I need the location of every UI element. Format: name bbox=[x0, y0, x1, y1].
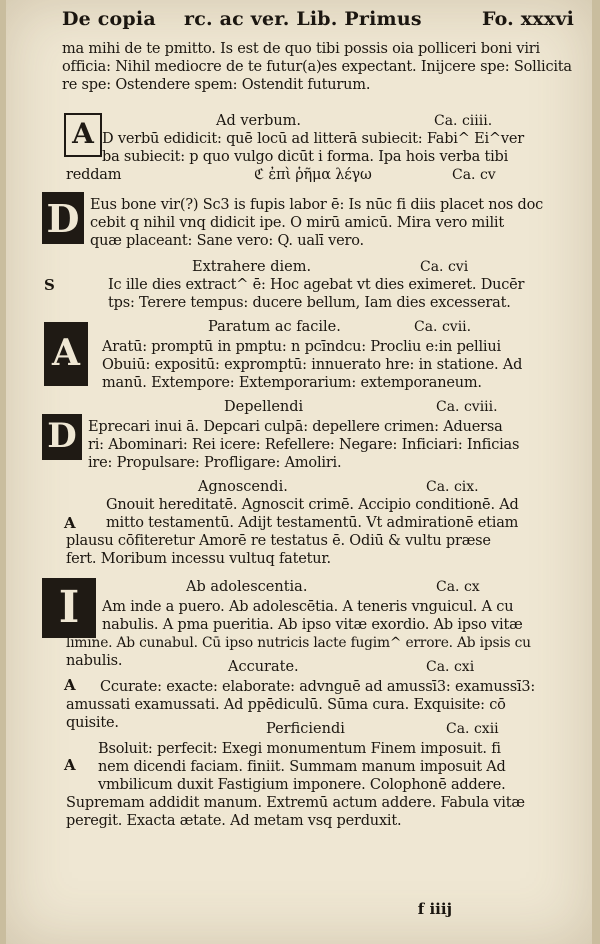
text-line: reddam bbox=[66, 167, 122, 183]
section-heading: Ad verbum. bbox=[216, 113, 302, 129]
text-line: nem dicendi faciam. finiit. Summam manum imposuit Ad bbox=[98, 759, 506, 775]
running-head-center: rc. ac ver. Lib. Primus bbox=[184, 8, 422, 30]
text-line: Eus bone vir(?) Sc3 is fupis labor ē: Is nūc fi diis placet nos doc bbox=[90, 197, 544, 213]
chapter-number: Ca. cviii. bbox=[436, 399, 498, 415]
running-head-left: De copia bbox=[62, 8, 156, 30]
chapter-number: Ca. cvi bbox=[420, 259, 469, 275]
text-line: Am inde a puero. Ab adolescētia. A teneris vnguicul. A cu bbox=[102, 599, 514, 615]
text-line: peregit. Exacta ætate. Ad metam vsq perduxit. bbox=[66, 813, 402, 829]
text-line: plausu cōfiteretur Amorē re testatus ē. Odiū & vultu præse bbox=[66, 533, 491, 549]
text-line: tps: Terere tempus: ducere bellum, Iam dies excesserat. bbox=[108, 295, 511, 311]
folio-number: Fo. xxxvi bbox=[481, 8, 574, 30]
section-heading: Accurate. bbox=[228, 659, 299, 675]
text-line: officia: Nihil mediocre de te futur(a)es expectant. Inijcere spe: Sollicita bbox=[62, 59, 572, 75]
text-line: quisite. bbox=[66, 715, 119, 731]
text-line: nabulis. A pma pueritia. Ab ipso vitæ exordio. Ab ipso vitæ bbox=[102, 617, 523, 633]
marginal-letter: A bbox=[64, 676, 76, 694]
section-heading: Perficiendi bbox=[266, 721, 345, 737]
signature-mark: f iiij bbox=[417, 900, 452, 918]
chapter-number: Ca. ciiii. bbox=[434, 113, 493, 129]
text-line: amussati examussati. Ad ppēdiculū. Sūma cura. Exquisite: cō bbox=[66, 697, 506, 713]
marginal-letter: A bbox=[64, 756, 76, 774]
text-line: re spe: Ostendere spem: Ostendit futurum. bbox=[62, 77, 371, 93]
text-line: Ic ille dies extract^ ē: Hoc agebat vt dies eximeret. Ducēr bbox=[108, 277, 525, 293]
chapter-number: Ca. cxi bbox=[426, 659, 475, 675]
text-line: ire: Propulsare: Profligare: Amoliri. bbox=[88, 455, 342, 471]
text-line: Obuiū: expositū: expromptū: innuerato hre: in statione. Ad bbox=[102, 357, 523, 373]
decorated-initial: D bbox=[42, 414, 82, 460]
text-line: D verbū edidicit: quē locū ad litterā subiecit: Fabi^ Ei^ver bbox=[102, 131, 524, 147]
text-line: Gnouit hereditatē. Agnoscit crimē. Accipio conditionē. Ad bbox=[106, 497, 519, 513]
chapter-number: Ca. cix. bbox=[426, 479, 479, 495]
text-line: cebit q nihil vnq didicit ipe. O mirū amicū. Mira vero milit bbox=[90, 215, 504, 231]
text-line: ba subiecit: p quo vulgo dicūt i forma. Ipa hois verba tibi bbox=[102, 149, 509, 165]
text-line: Bsoluit: perfecit: Exegi monumentum Finem imposuit. fi bbox=[98, 741, 501, 757]
book-page bbox=[6, 0, 592, 944]
chapter-number: Ca. cvii. bbox=[414, 319, 472, 335]
text-line: Ccurate: exacte: elaborate: advnguē ad amussī3: examussī3: bbox=[100, 679, 536, 695]
text-line: mitto testamentū. Adijt testamentū. Vt admirationē etiam bbox=[106, 515, 519, 531]
marginal-letter: S bbox=[44, 276, 55, 294]
decorated-initial: A bbox=[44, 322, 88, 386]
section-heading: Extrahere diem. bbox=[192, 259, 312, 275]
section-heading: Agnoscendi. bbox=[198, 479, 288, 495]
greek-phrase: ℭ ἐπὶ ῥῆμα λέγω bbox=[254, 167, 372, 183]
section-heading: Paratum ac facile. bbox=[208, 319, 341, 335]
text-line: Supremam addidit manum. Extremū actum addere. Fabula vitæ bbox=[66, 795, 525, 811]
text-line: ma mihi de te pmitto. Is est de quo tibi possis oia polliceri boni viri bbox=[62, 41, 540, 57]
text-line: Aratū: promptū in pmptu: n pcīndcu: Procliu e:in pelliui bbox=[102, 339, 501, 355]
text-line: limine. Ab cunabul. Cū ipso nutricis lacte fugim^ errore. Ab ipsis cu bbox=[66, 635, 531, 651]
chapter-number: Ca. cv bbox=[452, 167, 496, 183]
chapter-number: Ca. cxii bbox=[446, 721, 499, 737]
text-line: quæ placeant: Sane vero: Q. ualī vero. bbox=[90, 233, 364, 249]
chapter-number: Ca. cx bbox=[436, 579, 480, 595]
text-line: vmbilicum duxit Fastigium imponere. Colophonē addere. bbox=[98, 777, 506, 793]
text-line: fert. Moribum incessu vultuq fatetur. bbox=[66, 551, 331, 567]
section-heading: Ab adolescentia. bbox=[186, 579, 308, 595]
text-line: nabulis. bbox=[66, 653, 123, 669]
text-line: ri: Abominari: Rei icere: Refellere: Negare: Inficiari: Inficias bbox=[88, 437, 520, 453]
decorated-initial: I bbox=[42, 578, 96, 638]
section-heading: Depellendi bbox=[224, 399, 304, 415]
text-line: manū. Extempore: Extemporarium: extemporaneum. bbox=[102, 375, 482, 391]
text-line: Eprecari inui ā. Depcari culpā: depellere crimen: Aduersa bbox=[88, 419, 503, 435]
marginal-letter: A bbox=[64, 514, 76, 532]
decorated-initial: A bbox=[64, 113, 102, 157]
decorated-initial: D bbox=[42, 192, 84, 244]
